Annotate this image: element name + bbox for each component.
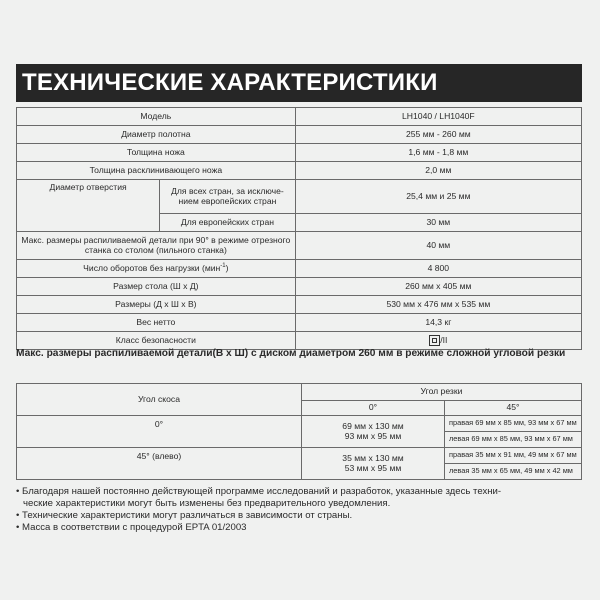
- spec-label: Толщина расклинивающего ножа: [17, 162, 296, 180]
- spec-label: Размеры (Д х Ш х В): [17, 296, 296, 314]
- table-row: [17, 296, 582, 314]
- bevel-table: [16, 383, 582, 480]
- spec-value: 25,4 мм и 25 мм: [295, 180, 581, 214]
- cut-line: 35 мм х 130 мм: [342, 452, 404, 463]
- spec-value: 4 800: [295, 260, 581, 278]
- speed-label-end: ): [225, 262, 229, 273]
- spec-value: 260 мм х 405 мм: [295, 278, 581, 296]
- notes: [16, 486, 582, 534]
- bevel-angle: 0°: [17, 416, 302, 448]
- spec-sublabel: Для европейских стран: [160, 214, 296, 232]
- bevel-angle: 45° (влево): [17, 448, 302, 480]
- spec-label: Класс безопасности: [17, 332, 296, 350]
- spec-label: Размер стола (Ш х Д): [17, 278, 296, 296]
- col-header-miter-45: 45°: [445, 401, 582, 416]
- table-row: [17, 144, 582, 162]
- cut-line: 53 мм х 95 мм: [344, 462, 402, 473]
- spec-value: 255 мм - 260 мм: [295, 126, 581, 144]
- header-bar: [16, 64, 582, 102]
- safety-class-value: /II: [440, 334, 448, 345]
- spec-label: Вес нетто: [17, 314, 296, 332]
- page-title: ТЕХНИЧЕСКИЕ ХАРАКТЕРИСТИКИ: [22, 69, 438, 96]
- note-line: • Благодаря нашей постоянно действующей программе исследований и разработок, указанные здесь техни-: [16, 486, 502, 497]
- cut-at-45-right: правая 69 мм х 85 мм, 93 мм х 67 мм: [445, 416, 582, 432]
- spec-label: [17, 260, 296, 278]
- col-header-miter: Угол резки: [302, 384, 582, 401]
- spec-label: Модель: [17, 108, 296, 126]
- spec-value: 1,6 мм - 1,8 мм: [295, 144, 581, 162]
- cut-at-45-right: правая 35 мм х 91 мм, 49 мм х 67 мм: [445, 448, 582, 464]
- spec-value: 14,3 кг: [295, 314, 581, 332]
- spec-sublabel: Для всех стран, за исключе-нием европейских стран: [160, 180, 296, 214]
- cut-line: 69 мм х 130 мм: [342, 420, 404, 431]
- spec-value: 2,0 мм: [295, 162, 581, 180]
- spec-value: 40 мм: [295, 232, 581, 260]
- double-square-icon: [429, 335, 440, 346]
- note-line: ческие характеристики могут быть изменены без предварительного уведомления.: [23, 498, 391, 509]
- table-row: [17, 108, 582, 126]
- speed-label-sup: -1: [220, 263, 226, 270]
- table-row: [17, 416, 582, 432]
- table-row: [17, 260, 582, 278]
- cut-line: 93 мм х 95 мм: [344, 430, 402, 441]
- table-row: [17, 232, 582, 260]
- table-row: [17, 162, 582, 180]
- speed-label-text: Число оборотов без нагрузки (мин: [83, 262, 221, 273]
- bevel-heading: Макс. размеры распиливаемой детали(В х Ш) с диском диаметром 260 мм в режиме сложной угловой резки: [16, 348, 566, 359]
- spec-label: Диаметр отверстия: [17, 180, 160, 232]
- cut-at-45-left: левая 69 мм х 85 мм, 93 мм х 67 мм: [445, 432, 582, 448]
- spec-value: 530 мм х 476 мм х 535 мм: [295, 296, 581, 314]
- spec-label: Макс. размеры распиливаемой детали при 90° в режиме отрезного станка со столом (пильного станка): [17, 232, 296, 260]
- col-header-miter-0: 0°: [302, 401, 445, 416]
- table-row: [17, 384, 582, 401]
- table-row: [17, 126, 582, 144]
- table-row: [17, 180, 582, 214]
- spec-table: [16, 107, 582, 350]
- cut-at-45-left: левая 35 мм х 65 мм, 49 мм х 42 мм: [445, 464, 582, 480]
- table-row: [17, 278, 582, 296]
- note-line: • Масса в соответствии с процедурой EPTA 01/2003: [16, 522, 247, 533]
- spec-label: Диаметр полотна: [17, 126, 296, 144]
- spec-value: LH1040 / LH1040F: [295, 108, 581, 126]
- table-row: [17, 448, 582, 464]
- spec-label: Толщина ножа: [17, 144, 296, 162]
- cut-at-0: [302, 416, 445, 448]
- cut-at-0: [302, 448, 445, 480]
- col-header-bevel: Угол скоса: [17, 384, 302, 416]
- table-row: [17, 314, 582, 332]
- spec-value: 30 мм: [295, 214, 581, 232]
- note-line: • Технические характеристики могут различаться в зависимости от страны.: [16, 510, 353, 521]
